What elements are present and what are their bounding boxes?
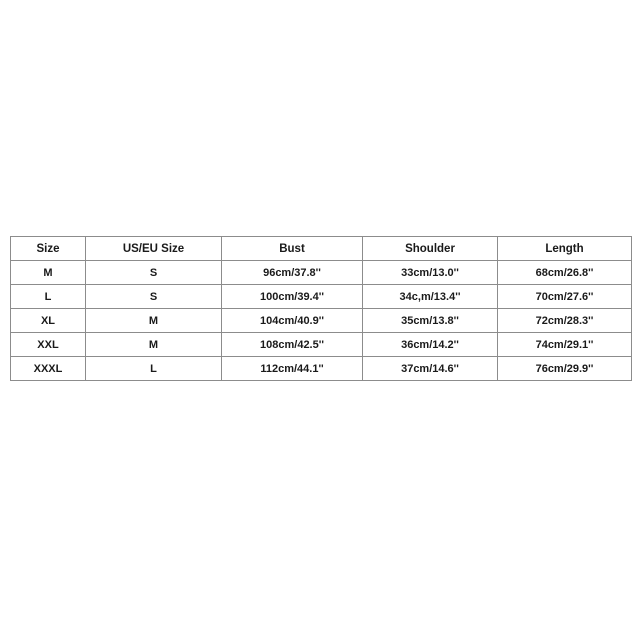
cell-size: XXL	[11, 333, 86, 357]
header-shoulder: Shoulder	[363, 237, 498, 261]
cell-us-eu-size: S	[86, 261, 222, 285]
header-bust: Bust	[222, 237, 363, 261]
cell-length: 74cm/29.1''	[498, 333, 632, 357]
cell-bust: 104cm/40.9''	[222, 309, 363, 333]
cell-length: 76cm/29.9''	[498, 357, 632, 381]
cell-us-eu-size: M	[86, 333, 222, 357]
header-size: Size	[11, 237, 86, 261]
table-row	[11, 357, 632, 381]
cell-shoulder: 35cm/13.8''	[363, 309, 498, 333]
table-header-row	[11, 237, 632, 261]
cell-bust: 108cm/42.5''	[222, 333, 363, 357]
table-row	[11, 261, 632, 285]
cell-bust: 100cm/39.4''	[222, 285, 363, 309]
table-row	[11, 333, 632, 357]
cell-bust: 96cm/37.8''	[222, 261, 363, 285]
table-row	[11, 309, 632, 333]
cell-length: 72cm/28.3''	[498, 309, 632, 333]
cell-shoulder: 33cm/13.0''	[363, 261, 498, 285]
size-chart-table	[10, 236, 632, 381]
cell-length: 68cm/26.8''	[498, 261, 632, 285]
cell-us-eu-size: L	[86, 357, 222, 381]
header-length: Length	[498, 237, 632, 261]
cell-size: L	[11, 285, 86, 309]
cell-shoulder: 37cm/14.6''	[363, 357, 498, 381]
cell-size: XXXL	[11, 357, 86, 381]
cell-shoulder: 36cm/14.2''	[363, 333, 498, 357]
cell-bust: 112cm/44.1''	[222, 357, 363, 381]
table-row	[11, 285, 632, 309]
header-us-eu-size: US/EU Size	[86, 237, 222, 261]
cell-shoulder: 34c,m/13.4''	[363, 285, 498, 309]
cell-length: 70cm/27.6''	[498, 285, 632, 309]
cell-size: M	[11, 261, 86, 285]
cell-us-eu-size: M	[86, 309, 222, 333]
cell-us-eu-size: S	[86, 285, 222, 309]
cell-size: XL	[11, 309, 86, 333]
